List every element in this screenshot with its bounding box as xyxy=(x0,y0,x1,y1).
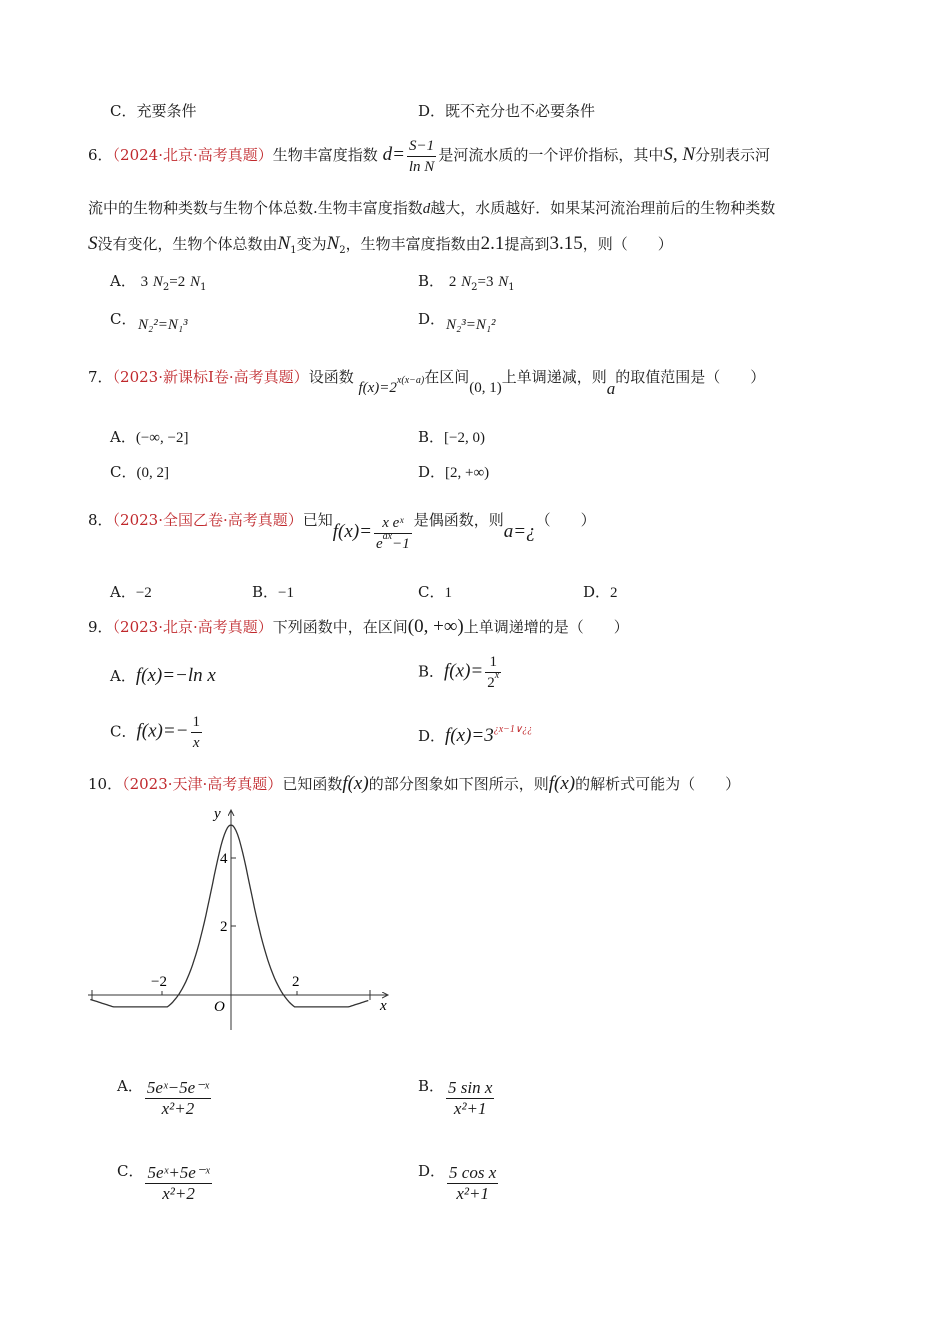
y-tick-4: 4 xyxy=(220,851,228,867)
q6-option-c-expr: N₂²=N₁³ xyxy=(138,317,188,333)
q7-option-d: D．[2, +∞) xyxy=(418,463,490,481)
q10-option-d: D． $\frac{\text{5 cos x}}{\text{x²+1}}$ xyxy=(418,1161,497,1203)
q7-stem: 7．（2023·新课标Ⅰ卷·高考真题）设函数 $f(x)=2^{x(x-a)}$在区间(0, 1)上单调递减，则a的取值范围是（ ） xyxy=(88,368,766,398)
q8-number: 8． xyxy=(88,511,113,529)
x-axis-label: x xyxy=(380,998,387,1014)
q5-option-c: C．充要条件 xyxy=(110,102,197,120)
q5-option-d: D．既不充分也不必要条件 xyxy=(418,102,596,120)
q7-option-b: B．[−2, 0) xyxy=(418,428,485,446)
y-tick-2: 2 xyxy=(220,919,228,935)
q6-stem-line3: S没有变化，生物个体总数由$N_1$变为$N_2$，生物丰富度指数由2.1提高到3.15，则（ ） xyxy=(88,233,673,256)
q10-stem: 10．（2023·天津·高考真题）已知函数f(x)的部分图象如下图所示，则f(x)的解析式可能为（ ） xyxy=(88,773,741,794)
q6-formula: $\frac{S-1}{\text{ln N}}$ xyxy=(408,137,435,175)
q8-option-a: A．−2 xyxy=(110,583,152,601)
q9-number: 9． xyxy=(88,618,113,636)
q6-option-a: A． 3 $N_2=2$ $N_1$ xyxy=(110,272,207,293)
q10-option-a: A． $\frac{\text{5eˣ−5e⁻ˣ}}{\text{x²+2}}$ xyxy=(117,1076,209,1118)
x-tick-neg2: −2 xyxy=(151,974,167,990)
q9-stem: 9．（2023·北京·高考真题）下列函数中，在区间(0, +∞)上单调递增的是（ ） xyxy=(88,616,629,637)
q7-number: 7． xyxy=(88,368,113,386)
x-tick-2: 2 xyxy=(292,974,300,990)
q6-option-c-label: C． xyxy=(110,310,137,328)
q9-option-c: C．f(x)=− $\frac{1}{x}$ xyxy=(110,714,200,751)
q6-option-d-expr: N₂³=N₁² xyxy=(446,317,496,333)
q7-option-a: A．(−∞, −2] xyxy=(110,428,189,446)
y-axis-label: y xyxy=(214,806,221,822)
q8-option-b: B．−1 xyxy=(252,583,294,601)
q6-stem-line1: 6．（2024·北京·高考真题）生物丰富度指数 d= $\frac{S-1}{\text{ln N}}$ 是河流水质的一个评价指标，其中S, N分别表示河 xyxy=(88,137,771,175)
q7-option-c: C．(0, 2] xyxy=(110,463,169,481)
q8-option-d: D．2 xyxy=(583,583,618,601)
q6-source: （2024·北京·高考真题） xyxy=(112,146,273,164)
q6-stem-line2: 流中的生物种类数与生物个体总数.生物丰富度指数d越大，水质越好．如果某河流治理前后的生物种类数 xyxy=(88,199,776,217)
q10-source: （2023·天津·高考真题） xyxy=(122,775,283,793)
q10-number: 10． xyxy=(88,775,123,793)
q9-source: （2023·北京·高考真题） xyxy=(112,618,273,636)
q10-option-c: C． $\frac{\text{5eˣ+5e⁻ˣ}}{\text{x²+2}}$ xyxy=(117,1161,210,1203)
q9-option-a: A．f(x)=−ln x xyxy=(110,665,216,686)
q8-source: （2023·全国乙卷·高考真题） xyxy=(112,511,303,529)
q8-option-c: C．1 xyxy=(418,583,452,601)
q9-option-b: B．f(x)= $\frac{1}{2^x}$ xyxy=(418,654,500,691)
q6-option-b: B． 2 $N_2=3$ $N_1$ xyxy=(418,272,515,293)
function-curve xyxy=(90,825,368,1007)
q9-option-d: D．$f(x)=3^{¿x-1\vee¿¿}$ xyxy=(418,724,533,746)
q7-source: （2023·新课标Ⅰ卷·高考真题） xyxy=(112,368,309,386)
q6-number: 6． xyxy=(88,146,113,164)
q10-option-b: B． $\frac{\text{5 sin x}}{\text{x²+1}}$ xyxy=(418,1076,493,1118)
q10-graph xyxy=(80,800,400,1040)
q6-option-d-label: D． xyxy=(418,310,446,328)
q8-formula: $\frac{\text{x eˣ}}{e^{ax}-1}$ xyxy=(375,514,410,552)
q8-stem: 8．（2023·全国乙卷·高考真题）已知f(x)= $\frac{\text{x eˣ}}{e^{ax}-1}$ 是偶函数，则a=¿（ ） xyxy=(88,511,596,552)
origin-label: O xyxy=(214,999,225,1015)
